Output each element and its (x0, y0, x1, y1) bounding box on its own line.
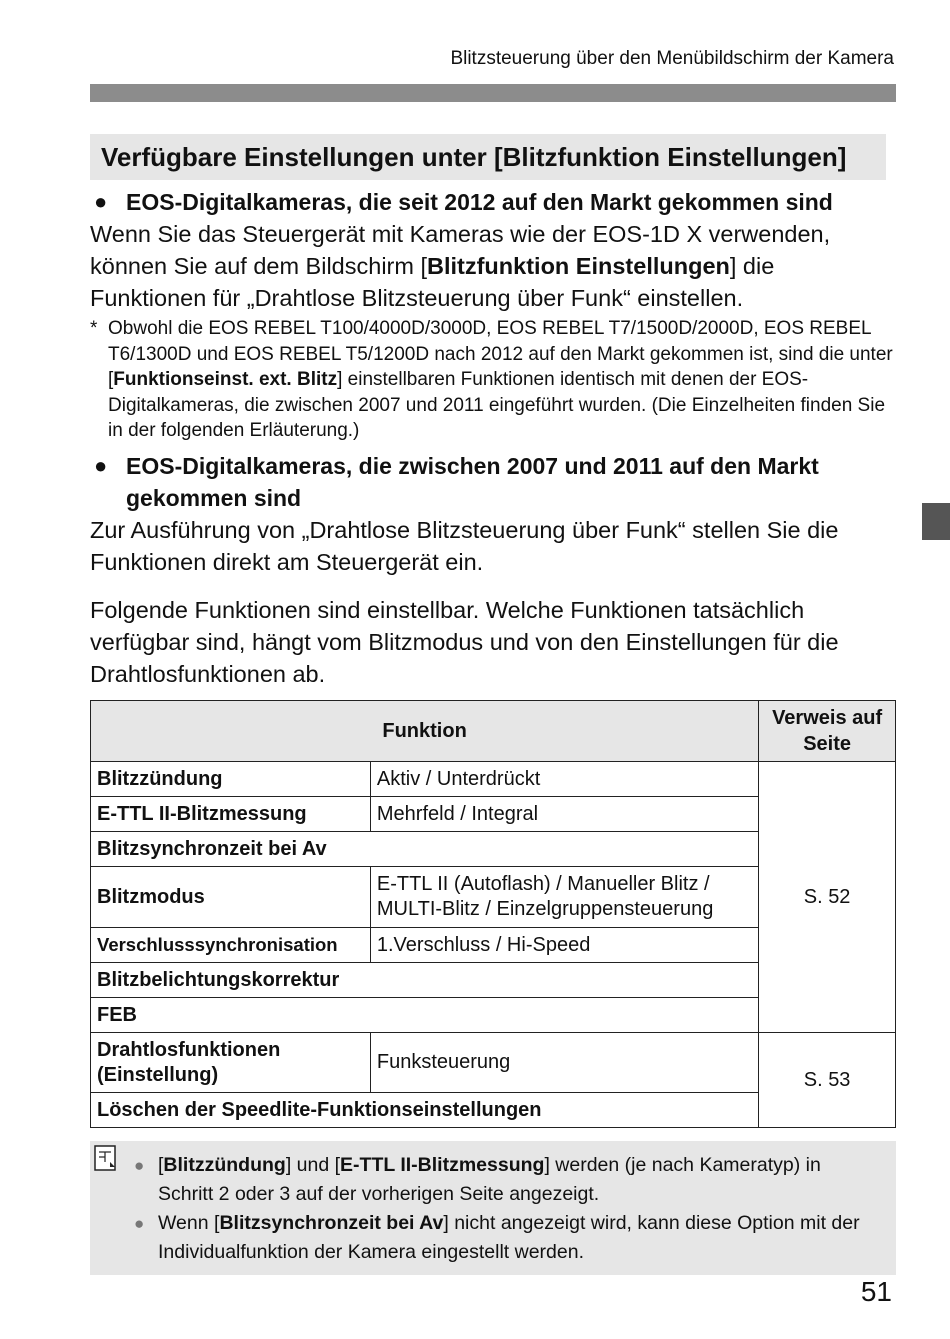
table-row: Blitzmodus E-TTL II (Autoflash) / Manueller Blitz / MULTI-Blitz / Einzelgruppensteuerung (91, 867, 896, 928)
paragraph-2012: Wenn Sie das Steuergerät mit Kameras wie der EOS-1D X verwenden, können Sie auf dem Bildschirm [Blitzfunktion Einstellungen] die Funktionen für „Drahtlose Blitzsteuerung über Funk“ einstellen. (90, 221, 831, 311)
page-ref-52: S. 52 (759, 762, 896, 1033)
note-item: ● [Blitzzündung] und [E-TTL II-Blitzmessung] werden (je nach Kameratyp) in Schritt 2 oder 3 auf der vorherigen Seite angezeigt. (134, 1151, 874, 1209)
table-row: Blitzzündung Aktiv / Unterdrückt S. 52 (91, 762, 896, 797)
table-row: Verschlusssynchronisation 1.Verschluss / Hi-Speed (91, 928, 896, 963)
page-number: 51 (860, 1276, 892, 1307)
bullet-icon: ● (134, 1214, 145, 1233)
table-row: Drahtlosfunktionen (Einstellung) Funksteuerung S. 53 (91, 1033, 896, 1093)
body-content (90, 186, 896, 690)
table-row: Blitzsynchronzeit bei Av (91, 832, 896, 867)
bullet-icon: ● (94, 189, 108, 214)
footnote: * Obwohl die EOS REBEL T100/4000D/3000D, EOS REBEL T7/1500D/2000D, EOS REBEL T6/1300D und EOS REBEL T5/1200D nach 2012 auf den Markt gekommen ist, sind die unter [Funktionseinst. ext. Blitz] einstellbaren Funktionen identisch mit denen der EOS-Digitalkameras, die zwischen 2007 und 2011 eingeführt wurden. (Die Einzelheiten finden Sie in der folgenden Erläuterung.) (90, 318, 893, 442)
bullet-heading-2007: ● EOS-Digitalkameras, die zwischen 2007 und 2011 auf den Markt gekommen sind (90, 450, 896, 514)
bullet-icon: ● (94, 452, 108, 478)
table-row: E-TTL II-Blitzmessung Mehrfeld / Integral (91, 797, 896, 832)
running-header: Blitzsteuerung über den Menübildschirm der Kamera (450, 48, 894, 69)
note-box (90, 1141, 896, 1275)
table-row: Löschen der Speedlite-Funktionseinstellungen (91, 1093, 896, 1128)
col-header-ref: Verweis auf Seite (759, 701, 896, 762)
col-header-function: Funktion (91, 701, 759, 762)
page-ref-53: S. 53 (759, 1033, 896, 1128)
table-row: FEB (91, 998, 896, 1033)
function-table (90, 700, 896, 1128)
paragraph-2007: Zur Ausführung von „Drahtlose Blitzsteuerung über Funk“ stellen Sie die Funktionen direkt am Steuergerät ein. (90, 516, 839, 575)
table-row: Blitzbelichtungskorrektur (91, 963, 896, 998)
memo-icon (94, 1145, 116, 1171)
section-title: Verfügbare Einstellungen unter [Blitzfunktion Einstellungen] (90, 134, 886, 180)
note-item: ● Wenn [Blitzsynchronzeit bei Av] nicht angezeigt wird, kann diese Option mit der Individualfunktion der Kamera eingestellt werden. (134, 1209, 874, 1267)
header-bar (90, 84, 896, 102)
table-header-row (91, 701, 896, 762)
bullet-heading-2012: ● EOS-Digitalkameras, die seit 2012 auf den Markt gekommen sind (90, 186, 896, 218)
chapter-tab (922, 503, 950, 540)
intro-paragraph: Folgende Funktionen sind einstellbar. Welche Funktionen tatsächlich verfügbar sind, hängt vom Blitzmodus und von den Einstellungen für die Drahtlosfunktionen ab. (90, 596, 839, 687)
bullet-icon: ● (134, 1156, 145, 1175)
